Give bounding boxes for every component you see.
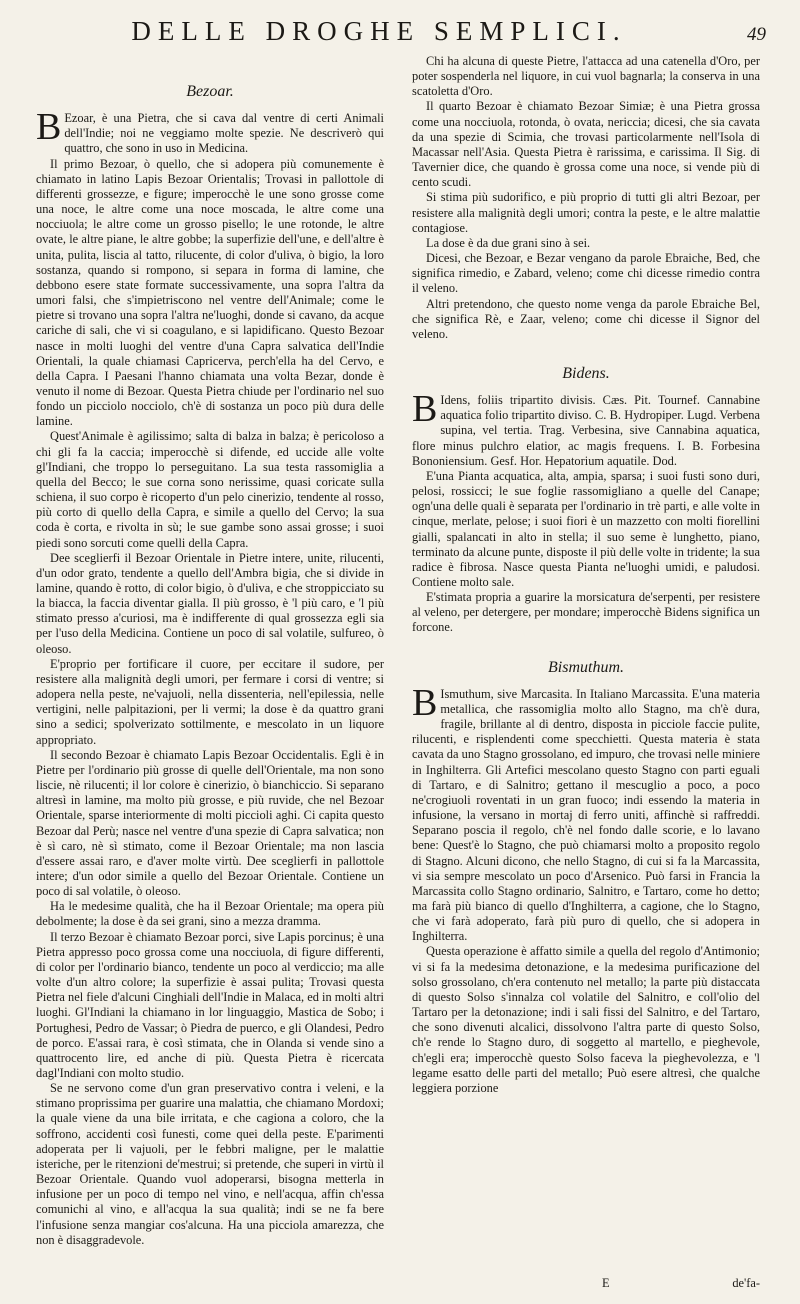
right-column xyxy=(412,54,760,1294)
paragraph: Il secondo Bezoar è chiamato Lapis Bezoar Occidentalis. Egli è in Pietre per l'ordinario più grosse di quelle dell'Orientale, ma non sono liscie, nè rilucenti; il lor colore è cinerizio, ò bianchiccio. Si separano altresì in lamine, ma molto più grosse, e più ruvide, che nel Bezoar Orientale, sparse interiormente di molti piccioli aghi. Ci capita questo Bezoar dal Perù; nasce nel ventre d'una spezie di Capra salvatica; non è sì caro, nè sì stimato, come il Bezoar Orientale; ma non lascia d'essere assai raro, e d'aver molte virtù. Dee sceglierfi in pallottole intere; d'un odor simile a quello del Bezoar Orientale. Contiene un poco di sal volatile, ò oleoso. xyxy=(36,747,384,899)
paragraph: E'proprio per fortificare il cuore, per eccitare il sudore, per resistere alla malignità degli umori, per fermare i corsi di ventre; si adopera nella peste, ne'vajuoli, nella dissenteria, nell'epilessia, nelle vertigini, nelle palpitazioni, per li vermi; la dose è da quattro grani sino a sedici; spolverizato sottilmente, e mescolato in un liquore appropriato. xyxy=(36,656,384,747)
page-number: 49 xyxy=(747,24,766,45)
drop-cap: B xyxy=(412,388,438,431)
paragraph: Se ne servono come d'un gran preservativo contra i veleni, e la stimano proprissima per guarire una malattia, che chiamano Mordoxi; la quale viene da una bile irritata, e che cagiona a coloro, che la soffrono, accidenti così funesti, come quei della peste. E'parimenti adoperata per li vajuoli, per le febbri maligne, per le malattie isteriche, per le ritenzioni de'mestrui; si pretende, che superi in virtù il Bezoar Orientale. Quando vuol adoperarsi, bisogna metterla in infusione per un poco di tempo nel vino, e nell'acqua, affin ch'essa comunichi al vino, e all'acqua la sua qualità; indi se ne fa bere l'infusione senza mangiar cos'alcuna. Ha una picciola amarezza, che non è disaggradevole. xyxy=(36,1081,384,1247)
signature-mark: E xyxy=(602,1276,610,1290)
section-title-bismuthum: Bismuthum. xyxy=(548,658,624,676)
paragraph xyxy=(412,681,760,945)
paragraph: Dee sceglierfi il Bezoar Orientale in Pietre intere, unite, rilucenti, d'un odor grato, tendente a quello dell'Ambra bigia, che si divide in lamine, quando è rotto, di color bigio, ò d'uliva, e che stroppicciato su la biacca, la faccia diventar gialla. Il più grosso, è 'l più caro, e 'l più stimato presso a'curiosi, ma è indifferente di qual grossezza egli sia per l'uso della Medicina. Contiene un poco di sal volatile, sulfureo, ò oleoso. xyxy=(36,550,384,656)
paragraph: La dose è da due grani sino à sei. xyxy=(426,235,591,250)
paragraph-text: Ismuthum, sive Marcasita. In Italiano Marcassita. E'una materia metallica, che rassomiglia molto allo Stagno, ma ch'è dura, fragile, brillante al di dentro, disposta in picciole faccie pulite, rilucenti, e risplendenti come specchietti. Questa materia è stata cavata da uno Stagno grossolano, ed impuro, che trovasi nelle miniere in Inghilterra. Gli Artefici mescolano questo Stagno con parti eguali di Tartaro, e di Salnitro; gettano il mescuglio a poco, a poco ne'crogiuoli roventati in un gran fuoco; indi essendo la materia in infusione, la versano in mortaj di ferro uniti, affinchè si raffreddi. Separano poscia il regolo, ch'è nel fondo dalle scorie, e lo lavano bene: Quest'è lo Stagno, che può chiamarsi molto a proposito regolo di Stagno. Alcuni dicono, che nello Stagno, di cui si fa la Marcassita, vi sia sempre mescolato un poco d'Arsenico. Può farsi in Francia la Marcassita collo Stagno ordinario, Salnitro, e Tartaro, come ho detto; ma farà più bianco di quello d'Inghilterra, a cagione, che lo Stagno, che vi farà adoperato, farà più puro di quello, che si adopera in Inghilterra. xyxy=(412,686,760,944)
paragraph: Il primo Bezoar, ò quello, che si adopera più comunemente è chiamato in latino Lapis Bezoar Orientalis; Trovasi in pallottole di differenti grossezze, e figure; imperocchè le une sono grosse come una noce, le altre come una noce moscada, le altre come una nocciuola; le altre come un grosso pisello; le une rotonde, le altre ovate, le altre piane, le altre gobbe; la superfizie dell'une, e dell'altre è unita, pulita, liscia al tatto, rilucente, di color d'uliva, ò bigio, la loro sostanza, quando si rompono, si separa in forma di lamine, che debbono esere state formate successivamente, una sopra l'altra da umori falsi, che s'impietriscono nel ventre dell'Animale; come le pietre si trovano una sopra l'altra ne'luoghi, donde si cavano, da acque cariche di sali, che vi si coagulano, e si lapidificano. Questo Bezoar nasce in molti luoghi del ventre d'una Capra salvatica dell'Indie Orientali, la quale chiamasi Capricerva, perch'ella ha del Cervo, e della Capra. I Paesani l'hanno chiamata una volta Bezar, donde è venuto il nome di Bezoar. Questa Pietra chiude per l'ordinario nel suo fondo un picciolo nocciolo, ch'è di sostanza un poco più dura delle lamine. xyxy=(36,156,384,429)
running-title: DELLE DROGHE SEMPLICI. xyxy=(131,16,627,46)
section-title-bidens: Bidens. xyxy=(562,364,610,382)
section-title-bezoar: Bezoar. xyxy=(186,83,234,100)
paragraph: Ha le medesime qualità, che ha il Bezoar Orientale; ma opera più debolmente; la dose è da sei grani, sino a mezza dramma. xyxy=(36,899,384,929)
paragraph: Altri pretendono, che questo nome venga da parole Ebraiche Bel, che significa Rè, e Zaar, veleno; come chi dicesse il Signor del veleno. xyxy=(412,296,760,341)
paragraph: Si stima più sudorifico, e più proprio di tutti gli altri Bezoar, per resistere alla malignità degli umori; contra la peste, e le altre malattie contagiose. xyxy=(412,190,760,235)
paragraph-text: Idens, foliis tripartito divisis. Cæs. Pit. Tournef. Cannabine aquatica folio tripartito diviso. C. B. Hydropiper. Lugd. Verbena supina, vel tertia. Trag. Verbesina, sive Cannabina aquatica, flore minus pulchro elatior, ac magis frequens. I. B. Forbesina Bononiensium. Gesf. Hor. Hepatorium aquatile. Dod. xyxy=(412,393,760,468)
paragraph: E'stimata propria a guarire la morsicatura de'serpenti, per resistere al veleno, per detergere, per mondare; imperocchè Bidens significa un forcone. xyxy=(412,590,760,635)
paragraph: Dicesi, che Bezoar, e Bezar vengano da parole Ebraiche, Bed, che significa rimedio, e Zabard, veleno; come chi dicesse rimedio contra il veleno. xyxy=(412,251,760,296)
paragraph: Il quarto Bezoar è chiamato Bezoar Simiæ; è una Pietra grossa come una nocciuola, rotonda, ò ovata, nericcia; dicesi, che sia cavata da una spezie di Scimia, che trovasi particolarmente nell'Isola di Macassar nell'Asia. Questa Pietra è rarissima, e carissima. Il Sig. di Tavernier dice, che quando è grossa come una noce, si vende più di cento scudi. xyxy=(412,99,760,190)
drop-cap: B xyxy=(412,681,438,724)
paragraph-text: Ezoar, è una Pietra, che si cava dal ventre di certi Animali dell'Indie; noi ne veggiamo molte spezie. Ne descriverò qui quattro, che sono in uso in Medicina. xyxy=(64,111,384,156)
paragraph xyxy=(36,106,384,156)
paragraph: Il terzo Bezoar è chiamato Bezoar porci, sive Lapis porcinus; è una Pietra appresso poco grossa come una nocciuola, di figure differenti, di color per l'ordinario bianco, tendente un poco al verdiccio; ma alle volte d'un altro colore; la superfizie è assai pulita; Trovasi questa Pietra nel fiele d'alcuni Cinghiali dell'Indie in Malaca, ed in molti altri luoghi. Gl'Indiani la chiamano in lor linguaggio, Mastica de Sobo; i Portughesi, Pedro de Vassar; ò Piedra de puerco, e gli Olandesi, Pedro de porco. E'assai rara, è così stimata, che in Olanda si vende sino a quattrocento lire, ed anche di più. Questa Pietra è ricercata dagl'Indiani con molto studio. xyxy=(36,929,384,1080)
paragraph: Questa operazione è affatto simile a quella del regolo d'Antimonio; vi si fa la medesima detonazione, e la medesima purificazione del solso grossolano, ch'era contenuto nel metallo; la parte più distaccata di questo Solso s'innalza col volatile del Salnitro, e coll'olio del Tartaro per la detonazione; indi i sali fissi del Salnitro, e del Tartaro, che sono divenuti alcalici, dissolvono l'altra parte di questo Solso, ch'e rende lo Stagno duro, di soggetto al martello, e pieghevole, ch'egli era; imperocchè questo Solso faceva la pieghevolezza, e 'l legame esatto delle parti del metallo; Può esere altresì, che qualche leggiera porzione xyxy=(412,944,760,1095)
catchword: de'fa- xyxy=(732,1276,760,1290)
left-column xyxy=(36,54,384,1294)
paragraph: Quest'Animale è agilissimo; salta di balza in balza; è pericoloso a chi gli fa la caccia; imperocchè si difende, ed uccide alle volte gl'Indiani, che troppo lo perseguitano. La sua testa rassomiglia a quella del Becco; le sue corna sono nerissime, quasi coricate sulla schiena, il suo corpo è ricoperto d'un pelo cinerizio, tendente al rosso, più corto di quello della Capra, e simile a quello del Cervo; la sua coda è corta, e rivolta in sù; le sue gambe sono assai grosse; i suoi piedi sono sorcuti come quelli della Capra. xyxy=(36,429,384,550)
paragraph xyxy=(412,388,760,469)
paragraph: Chi ha alcuna di queste Pietre, l'attacca ad una catenella d'Oro, per poter sospenderla nel liquore, in cui vuol bagnarla; la conserva in una scatoletta d'Oro. xyxy=(412,54,760,99)
drop-cap: B xyxy=(36,106,62,149)
page-header xyxy=(0,14,800,54)
paragraph: E'una Pianta acquatica, alta, ampia, sparsa; i suoi fusti sono duri, pelosi, rossicci; le sue foglie rassomigliano a quelle del Canape; ogn'una delle quali è separata per l'ordinario in trè parti, e alle volte in cinque, merlate, pelose; i suoi fiori è un mazzetto con molti fiorellini gialli, spalancati in alto in stella; il suo seme è lunghetto, piano, terminato da alcune punte, disposte il più delle volte in tridente; la sua radice è fibrosa. Nasce questa Pianta ne'luoghi umidi, e paludosi. Contiene molto sale. xyxy=(412,468,760,589)
